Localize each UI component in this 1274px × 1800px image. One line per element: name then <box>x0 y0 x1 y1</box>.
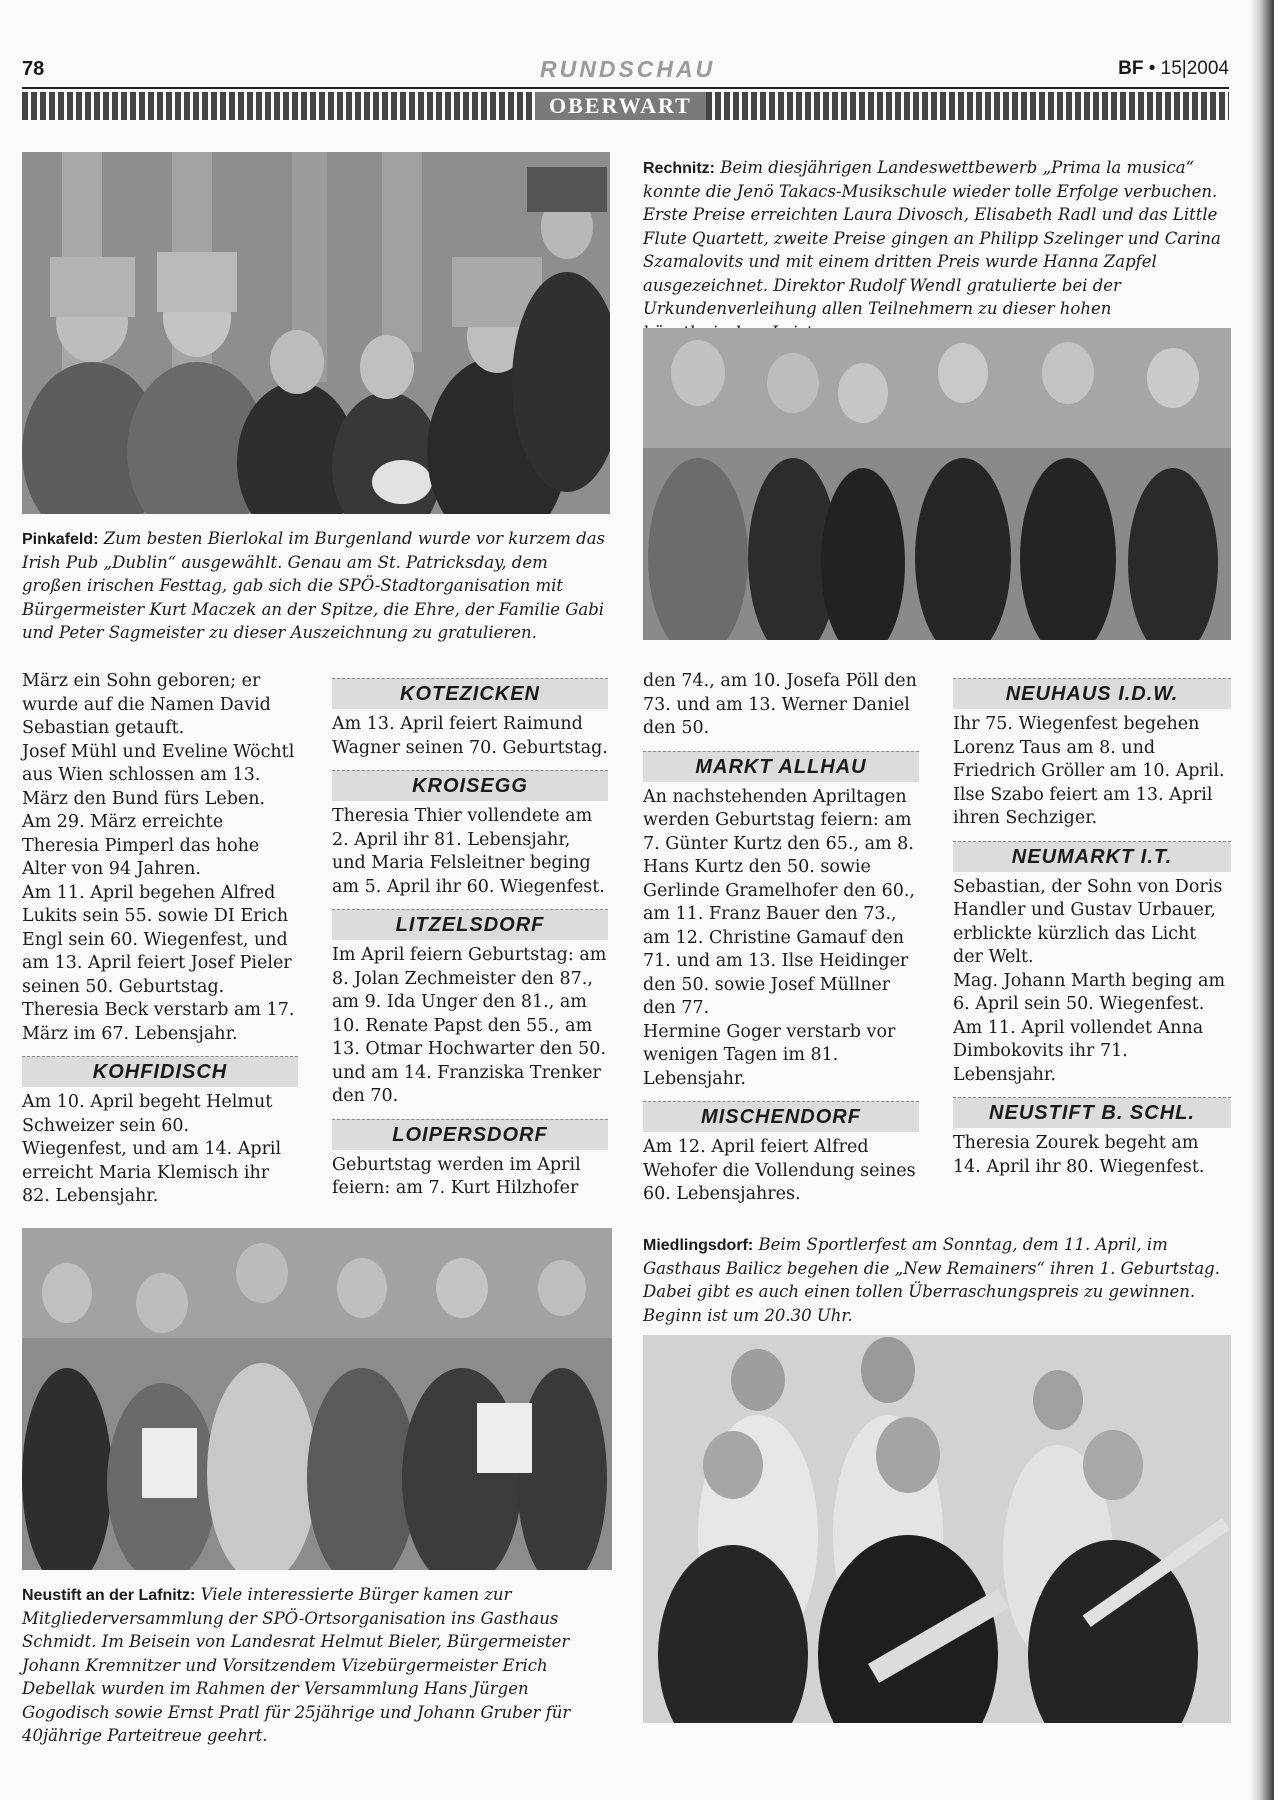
music-school-photo <box>643 328 1231 640</box>
col3-intro: den 74., am 10. Josefa Pöll den 73. und am 13. Werner Daniel den 50. <box>643 671 917 738</box>
col1-intro: März ein Sohn geboren; er wurde auf die Namen David Sebastian getauft. <box>22 671 271 738</box>
markt-allhau-text: An nachstehenden Apriltagen werden Geburtstag feiern: am 7. Günter Kurtz den 65., am 8. Hans Kurtz den 50. sowie Gerlinde Gramelhofer den 60., am 11. Franz Bauer den 73., am 12. Christine Gamauf den 71. und am 13. Ilse Heidinger den 50. sowie Josef Müllner den 77. <box>643 786 915 1018</box>
kohfidisch-heading: KOHFIDISCH <box>22 1056 298 1087</box>
mischendorf-heading: MISCHENDORF <box>643 1101 919 1132</box>
col1-p2: Josef Mühl und Eveline Wöchtl aus Wien schlossen am 13. März den Bund fürs Leben. <box>22 741 295 809</box>
pinkafeld-caption <box>22 527 612 645</box>
neumarkt-text-2: Mag. Johann Marth beging am 6. April sein 50. Wiegenfest. <box>953 970 1226 1014</box>
neustift-caption <box>22 1583 616 1748</box>
column-4 <box>953 670 1231 1179</box>
issue-info <box>1118 58 1229 80</box>
section-banner-label: OBERWART <box>535 92 706 120</box>
kohfidisch-text: Am 10. April begeht Helmut Schweizer sein 60. Wiegenfest, und am 14. April erreicht Maria Klemisch ihr 82. Lebensjahr. <box>22 1092 282 1206</box>
magazine-title: RUNDSCHAU <box>540 56 716 82</box>
issue-number: 15|2004 <box>1160 58 1229 79</box>
mischendorf-text: Am 12. April feiert Alfred Wehofer die Vollendung seines 60. Lebensjahres. <box>643 1137 916 1204</box>
band-photo <box>643 1335 1231 1723</box>
miedlingsdorf-place: Miedlingsdorf: <box>643 1237 754 1254</box>
neustift-schl-text: Theresia Zourek begeht am 14. April ihr 80. Wiegenfest. <box>953 1133 1205 1177</box>
page-number: 78 <box>22 58 45 80</box>
neumarkt-text: Sebastian, der Sohn von Doris Handler und Gustav Urbauer, erblickte kürzlich das Licht der Welt. <box>953 876 1223 967</box>
kotezicken-heading: KOTEZICKEN <box>332 678 608 709</box>
neustift-text: Viele interessierte Bürger kamen zur Mitgliederversammlung der SPÖ-Ortsorganisation ins Gasthaus Schmidt. Im Beisein von Landesrat Helmut Bieler, Bürgermeister Johann Kremnitzer und Vorsitzendem Vizebürgermeister Erich Debellak wurden im Rahmen der Versammlung Hans Jürgen Gogodisch sowie Ernst Pratl für 25jährige und Johann Gruber für 40jährige Parteitreue geehrt. <box>22 1585 571 1745</box>
rechnitz-caption <box>643 156 1231 344</box>
issue-separator: • <box>1148 58 1156 79</box>
col1-p4: Am 11. April begehen Alfred Lukits sein 55. sowie DI Erich Engl sein 60. Wiegenfest, und am 13. April feiert Josef Pieler seinen 50. Geburtstag. <box>22 882 292 997</box>
page-edge <box>1250 0 1274 1800</box>
loipersdorf-text: Geburtstag werden im April feiern: am 7. Kurt Hilzhofer <box>332 1154 581 1198</box>
kotezicken-text: Am 13. April feiert Raimund Wagner seinen 70. Geburtstag. <box>332 714 608 758</box>
rechnitz-text: Beim diesjährigen Landeswettbewerb „Prima la musica“ konnte die Jenö Takacs-Musikschule wieder tolle Erfolge verbuchen. Erste Preise erreichten Laura Divosch, Elisabeth Radl und das Little Flute Quartett, zweite Preise gingen an Philipp Szelinger und Carina Szamalovits und mit einem dritten Preis wurde Hanna Zapfel ausgezeichnet. Direktor Rudolf Wendl gratulierte bei der Urkundenverleihung allen Teilnehmern zu dieser hohen <box>643 158 1221 318</box>
neumarkt-heading: NEUMARKT I.T. <box>953 841 1231 872</box>
kroisegg-text: Theresia Thier vollendete am 2. April ihr 81. Lebensjahr, und Maria Felsleitner beging am 5. April ihr 60. Wiegenfest. <box>332 806 605 897</box>
pinkafeld-place: Pinkafeld: <box>22 531 99 548</box>
litzelsdorf-text: Im April feiern Geburtstag: am 8. Jolan Zechmeister den 87., am 9. Ida Unger den 81., am 10. Renate Papst den 55., am 13. Otmar Hochwarter den 50. und am 14. Franziska Trenker den 70. <box>332 945 607 1106</box>
loipersdorf-heading: LOIPERSDORF <box>332 1119 608 1150</box>
kroisegg-heading: KROISEGG <box>332 770 608 801</box>
neumarkt-text-3: Am 11. April vollendet Anna Dimbokovits ihr 71. Lebensjahr. <box>953 1017 1204 1085</box>
neuhaus-heading: NEUHAUS I.D.W. <box>953 678 1231 709</box>
column-3 <box>643 670 919 1207</box>
neuhaus-text: Ihr 75. Wiegenfest begehen Lorenz Taus am 8. und Friedrich Gröller am 10. April. Ilse Szabo feiert am 13. April ihren Sechziger. <box>953 714 1225 828</box>
neustift-schl-heading: NEUSTIFT B. SCHL. <box>953 1097 1231 1128</box>
column-2 <box>332 670 608 1201</box>
litzelsdorf-heading: LITZELSDORF <box>332 909 608 940</box>
pinkafeld-text: Zum besten Bierlokal im Burgenland wurde vor kurzem das Irish Pub „Dublin“ ausgewählt. Genau am St. Patricksday, dem großen irischen Festtag, gab sich die SPÖ-Stadtorganisation mit Bürgermeister Kurt Maczek an der Spitze, die Ehre, der Familie Gabi und Peter Sagmeister zu dieser Auszeichnung zu gratulieren. <box>22 529 606 642</box>
rechnitz-place: Rechnitz: <box>643 160 715 177</box>
neustift-place: Neustift an der Lafnitz: <box>22 1587 196 1604</box>
members-meeting-photo <box>22 1228 612 1570</box>
markt-allhau-text-2: Hermine Goger verstarb vor wenigen Tagen im 81. Lebensjahr. <box>643 1021 896 1089</box>
pub-photo <box>22 152 610 514</box>
column-1 <box>22 670 298 1209</box>
miedlingsdorf-text: Beim Sportlerfest am Sonntag, dem 11. April, im Gasthaus Bailicz begehen die „New Remainers“ ihren 1. Geburtstag. Dabei gibt es auch einen tollen Überraschungspreis zu gewinnen. Beginn ist um 20.30 Uhr. <box>643 1235 1220 1325</box>
issue-brand: BF <box>1118 58 1144 79</box>
markt-allhau-heading: MARKT ALLHAU <box>643 751 919 782</box>
header-rule <box>22 87 1229 89</box>
col1-p3: Am 29. März erreichte Theresia Pimperl das hohe Alter von 94 Jahren. <box>22 812 260 879</box>
col1-p5: Theresia Beck verstarb am 17. März im 67. Lebensjahr. <box>22 1000 295 1044</box>
miedlingsdorf-caption <box>643 1233 1231 1327</box>
